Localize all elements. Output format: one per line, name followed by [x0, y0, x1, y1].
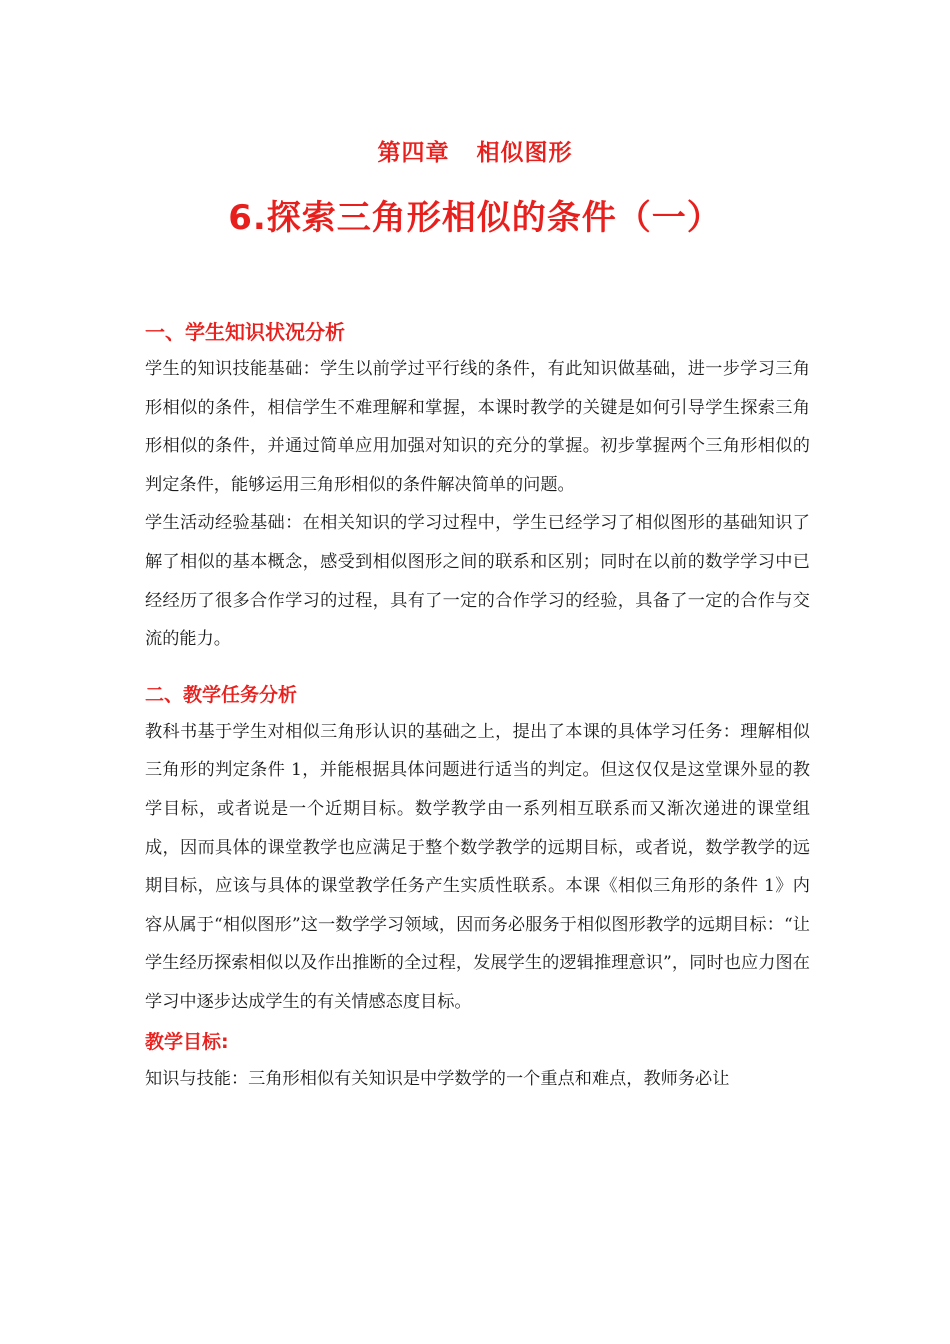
paragraph-knowledge-skills: 知识与技能：三角形相似有关知识是中学数学的一个重点和难点，教师务必让 — [145, 1068, 730, 1089]
section-spacer — [145, 659, 810, 677]
section-heading-student-analysis: 一、学生知识状况分析 — [145, 320, 345, 344]
section-heading-objectives: 教学目标: — [145, 1030, 229, 1053]
section-heading-task-analysis: 二、教学任务分析 — [145, 683, 298, 706]
document-body — [145, 314, 810, 1098]
paragraph-task-analysis: 教科书基于学生对相似三角形认识的基础之上，提出了本课的具体学习任务：理解相似三角形的判定条件 1，并能根据具体问题进行适当的判定。但这仅仅是这堂课外显的教学目标，或者说是一个近期目标。数学教学由一系列相互联系而又渐次递进的课堂组成，因而具体的课堂教学也应满足于整个数学教学的远期目标，或者说，数学教学的远期目标，应该与具体的课堂教学任务产生实质性联系。本课《相似三角形的条件 1》内容从属于“相似图形”这一数学学习领域，因而务必服务于相似图形教学的远期目标：“让学生经历探索相似以及作出推断的全过程，发展学生的逻辑推理意识”，同时也应力图在学习中逐步达成学生的有关情感态度目标。 — [145, 721, 810, 1012]
paragraph-knowledge-basis: 学生的知识技能基础：学生以前学过平行线的条件，有此知识做基础，进一步学习三角形相似的条件，相信学生不难理解和掌握，本课时教学的关键是如何引导学生探索三角形相似的条件，并通过简单应用加强对知识的充分的掌握。初步掌握两个三角形相似的判定条件，能够运用三角形相似的条件解决简单的问题。 — [145, 359, 810, 495]
paragraph-experience-basis: 学生活动经验基础：在相关知识的学习过程中，学生已经学习了相似图形的基础知识了解了相似的基本概念，感受到相似图形之间的联系和区别；同时在以前的数学学习中已经经历了很多合作学习的过程，具有了一定的合作学习的经验，具备了一定的合作与交流的能力。 — [145, 513, 810, 650]
chapter-title: 第四章 相似图形 — [377, 140, 573, 166]
lesson-title: 6.探索三角形相似的条件（一） — [228, 198, 722, 238]
